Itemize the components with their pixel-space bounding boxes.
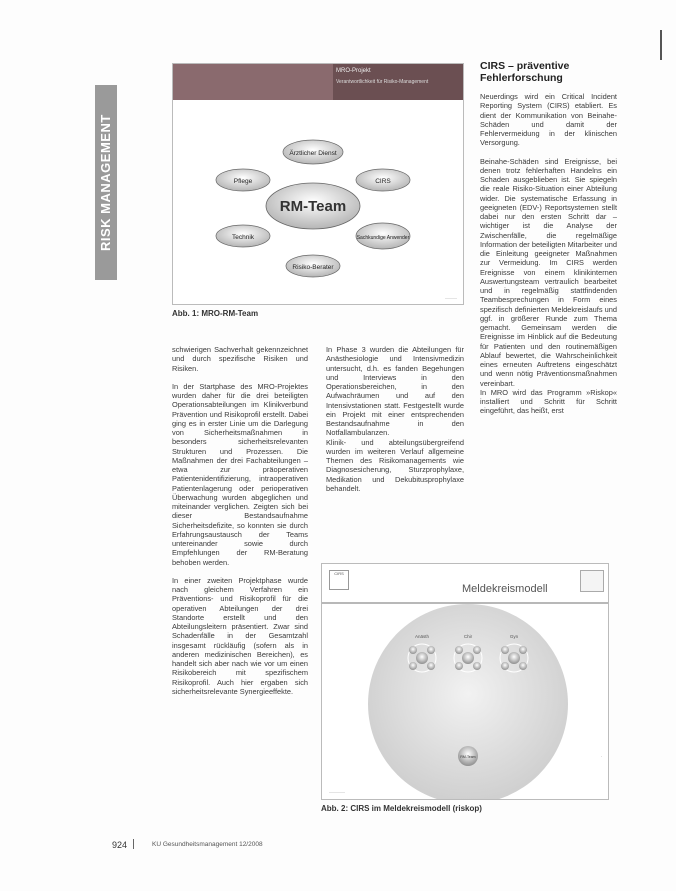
footer-divider [133,839,134,849]
paragraph: Klinik- und abteilungsübergreifend wurden im weiteren Verlauf allgemeine Themen des Risikomanagements wie Diagnosesicherung, Sturzprophylaxe, Medikation und Dekubitusprophylaxe behandelt. [326,437,464,493]
svg-text:Chir: Chir [463,634,473,639]
node-cirs [356,169,410,191]
meldekreis-diagram [322,564,609,800]
rm-team-center [266,183,360,229]
figure-2-title: Meldekreismodell [462,583,548,595]
cirs-logo: CIRS [329,570,349,590]
svg-text:RM-Team: RM-Team [460,755,476,759]
text-column-left [172,345,308,705]
page-edge-mark [660,30,662,60]
svg-text:CIRS: CIRS [375,178,391,185]
bottom-node [458,746,478,766]
svg-text:Anästh: Anästh [414,634,430,639]
paragraph: schwierigen Sachverhalt gekennzeichnet und durch spezifische Risiken und Risiken. [172,345,308,373]
svg-text:Sachkundige Anwender: Sachkundige Anwender [356,235,410,241]
section-heading [480,60,569,84]
figure-1-footnote-mark: ——— [445,295,457,300]
node-technik [216,225,270,247]
node-aerztlicher-dienst [283,140,343,164]
svg-text:Gyn: Gyn [509,634,519,639]
paragraph: Beinahe-Schäden sind Ereignisse, bei denen trotz fehlerhaften Handelns ein Schaden ausgeblieben ist. Sie spiegeln die reale Risiko-Situation einer Abteilung wider. Die systematische Erfassung in geeigneten (EDV-) Reportsystemen stellt dabei nur den ersten Schritt dar – wichtiger ist die Analyse der Zwischenfälle, die regelmäßige Information der beteiligten Mitarbeiter und die Einleitung geeigneter Maßnahmen zur Vermeidung. Im CIRS werden Ereignisse von einem klinikinternen Auswertungsteam vertraulich bearbeitet und in regelmäßig stattfindenden Teambesprechungen in Form eines spezifisch definierten Meldekreislaufs und ggf. in größerer Runde zum Thema gemacht. Gemeinsam werden die Ereignisse im Hinblick auf die Bedeutung für Patienten und den routinemäßigen Ablauf bewertet, die Wahrscheinlichkeit eines erneuten Auftretens eingeschätzt und wenn nötig Präventionsmaßnahmen vereinbart. [480,156,617,388]
node-sachkundige-anwender [356,223,410,249]
figure-2-page-mark: · [600,754,602,759]
rm-team-center-label: RM-Team [279,198,347,215]
section-heading-line-2: Fehlerforschung [480,72,563,84]
figure-2-footnote-mark: ———— [329,789,345,794]
text-column-middle [326,345,464,502]
paragraph: In einer zweiten Projektphase wurde nach gleichem Verfahren ein Präventions- und Risikoprofil für die operativen Abteilungen der drei Standorte erstellt und den Abteilungsleitern präsentiert. Zwar sind Schadenfälle in der Gesamtzahl insgesamt rückläufig (sofern als in anderen medizinischen Bereichen), es handelt sich aber nach wie vor um einen Risikobereich mit spezifischem Risikoprofil. Auch hier ergaben sich sicherheitsrelevante Synergieeffekte. [172,575,308,696]
svg-text:Pflege: Pflege [233,178,253,185]
page-number: 924 [112,840,128,850]
paragraph: In der Startphase des MRO-Projektes wurden daher für die drei beteiligten Operationsabteilungen im Klinikverbund Prävention und Risikoprofil erstellt. Dabei ging es in erster Linie um die Darlegung von Sicherheitsmaßnahmen in besonders sicherheitsrelevanten Strukturen und Prozessen. Die Maßnahmen der drei Fachabteilungen – etwa zur präoperativen Patientenidentifizierung, intraoperativen Patientenlagerung oder perioperativen Überwachung wurden abgeglichen und miteinander verglichen. Zeigten sich bei dieser Bestandsaufnahme Sicherheitsdefizite, so konnten sie durch Erfahrungsaustausch der Teams untereinander sowie durch Empfehlungen der RM-Beratung behoben werden. [172,381,308,567]
paragraph: In MRO wird das Programm »Riskop« installiert und Schritt für Schritt eingeführt, das heißt, erst [480,387,617,416]
paragraph: In Phase 3 wurden die Abteilungen für Anästhesiologie und Intensivmedizin untersucht, d.h. es fanden Begehungen und Interviews in den Operationsbereichen, in den Aufwachräumen und auf den Intensivstationen statt. Festgestellt wurde ein Projekt mit einer entsprechenden Bestandsaufnahme in den Notfallambulanzen. [326,345,464,438]
text-column-right [480,92,617,425]
figure-2-caption: Abb. 2: CIRS im Meldekreismodell (riskop) [321,804,482,813]
svg-text:Risiko-Berater: Risiko-Berater [292,264,334,271]
figure-1-caption: Abb. 1: MRO-RM-Team [172,309,259,318]
node-risiko-berater [286,255,340,277]
figure-1-header-title: MRO-Projekt [336,68,371,74]
node-pflege [216,169,270,191]
rm-team-diagram [173,100,463,304]
figure-1 [172,63,464,305]
side-label: RISK MANAGEMENT [98,114,113,251]
section-heading-line-1: CIRS – präventive [480,60,570,72]
figure-2 [321,563,609,800]
paragraph: Neuerdings wird ein Critical Incident Reporting System (CIRS) etabliert. Es dient der Kommunikation von Beinahe-Schäden und damit der Fehlervermeidung in der klinischen Versorgung. [480,92,617,148]
svg-text:Ärztlicher Dienst: Ärztlicher Dienst [289,150,337,157]
svg-text:Technik: Technik [231,234,255,241]
figure-1-header-subtitle: Verantwortlichkeit für Risiko-Management [336,79,429,85]
journal-name: KU Gesundheitsmanagement 12/2008 [152,841,263,848]
